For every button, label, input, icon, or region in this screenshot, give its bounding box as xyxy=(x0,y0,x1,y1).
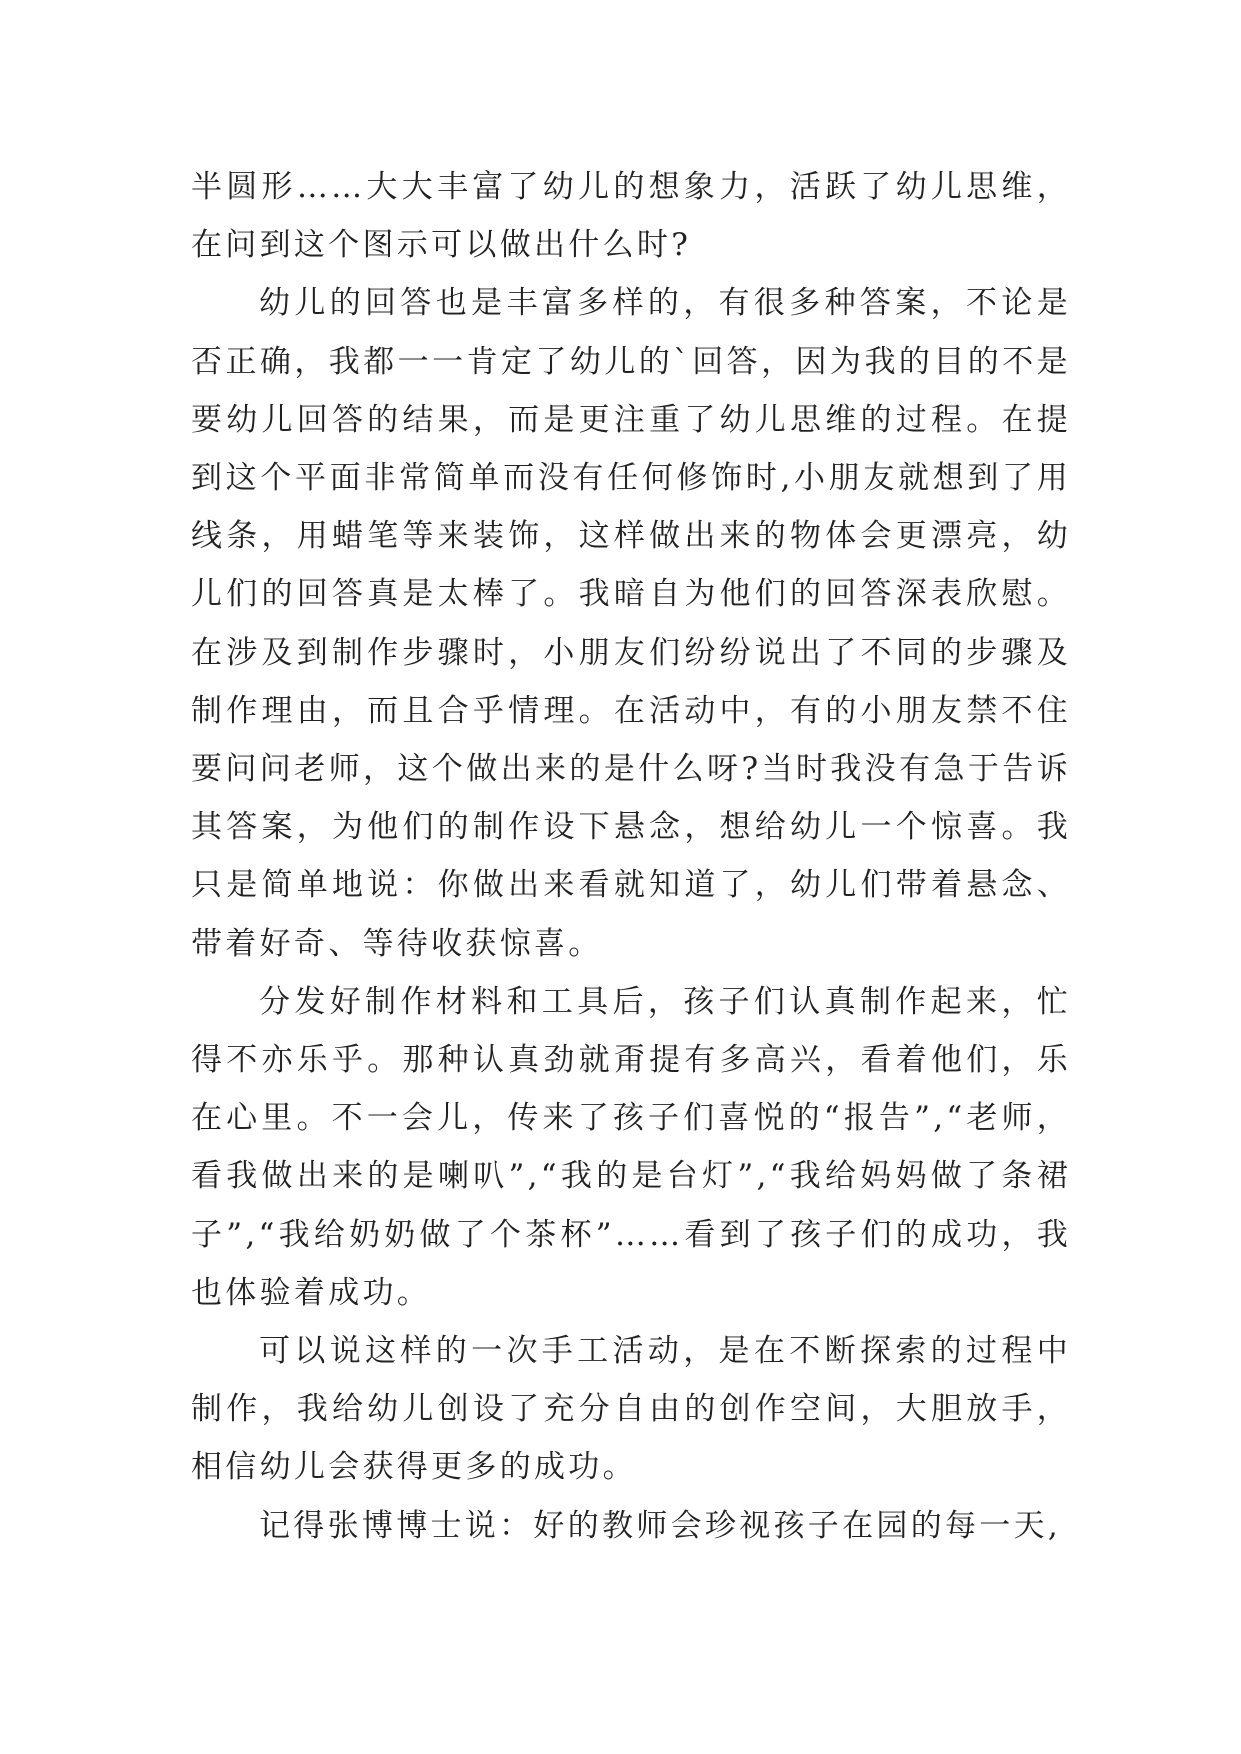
paragraph-quote: 记得张博博士说：好的教师会珍视孩子在园的每一天, xyxy=(259,1507,1062,1544)
paragraph-making: 分发好制作材料和工具后，孩子们认真制作起来，忙得不亦乐乎。那种认真劲就甭提有多高兴，看着他们，乐在心里。不一会儿，传来了孩子们喜悦的“报告”,“老师，看我做出来的是喇叭”,“我的是台灯”,“我给妈妈做了条裙子”,“我给奶奶做了个茶杯”……看到了孩子们的成功，我也体验着成功。 xyxy=(191,983,1071,1311)
paragraph-answers: 幼儿的回答也是丰富多样的，有很多种答案，不论是否正确，我都一一肯定了幼儿的`回答，因为我的目的不是要幼儿回答的结果，而是更注重了幼儿思维的过程。在提到这个平面非常简单而没有任何修饰时,小朋友就想到了用线条，用蜡笔等来装饰，这样做出来的物体会更漂亮，幼儿们的回答真是太棒了。我暗自为他们的回答深表欣慰。在涉及到制作步骤时，小朋友们纷纷说出了不同的步骤及制作理由，而且合乎情理。在活动中，有的小朋友禁不住要问问老师，这个做出来的是什么呀?当时我没有急于告诉其答案，为他们的制作设下悬念，想给幼儿一个惊喜。我只是简单地说：你做出来看就知道了，幼儿们带着悬念、带着好奇、等待收获惊喜。 xyxy=(191,285,1071,962)
document-body xyxy=(191,158,1071,1555)
paragraph-summary: 可以说这样的一次手工活动，是在不断探索的过程中制作，我给幼儿创设了充分自由的创作空间，大胆放手，相信幼儿会获得更多的成功。 xyxy=(191,1333,1071,1486)
paragraph-continuation: 半圆形……大大丰富了幼儿的想象力，活跃了幼儿思维，在问到这个图示可以做出什么时? xyxy=(191,169,1071,264)
